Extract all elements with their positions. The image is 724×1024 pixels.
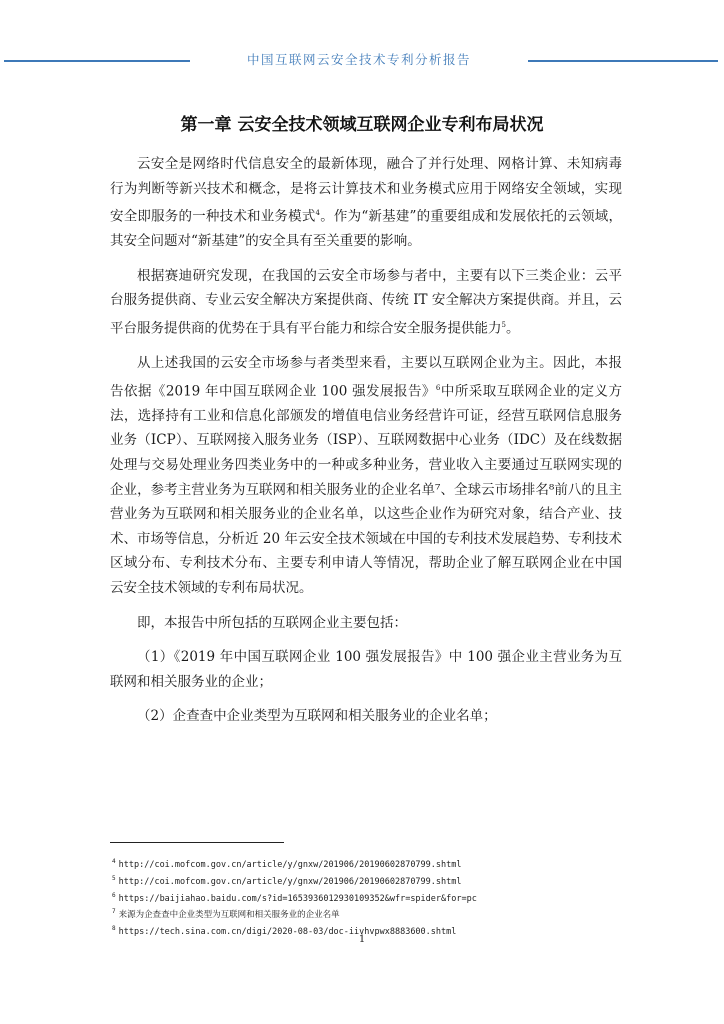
body-text [110, 152, 622, 739]
footnote-5: $^5$ http://coi.mofcom.gov.cn/article/y/gnxw/201906/20190602870799.shtml [112, 874, 462, 887]
header-title: 中国互联网云安全技术专利分析报告 [246, 52, 471, 67]
footnote-link[interactable]: http://coi.mofcom.gov.cn/article/y/gnxw/201906/20190602870799.shtml [118, 876, 462, 887]
paragraph-3: 从上述我国的云安全市场参与者类型来看，主要以互联网企业为主。因此，本报告依据《2019 年中国互联网企业 100 强发展报告》$^6$中所采取互联网企业的定义方法，选择持有工业和信息化部颁发的增值电信业务经营许可证，经营互联网信息服务业务（ICP）、互联网接入服务业务（ISP）、互联网数据中心业务（IDC）及在线数据处理与交易处理业务四类业务中的一种或多种业务，营业收入主要通过互联网实现的企业，参考主营业务为互联网和相关服务业的企业名单⁷、全球云市场排名⁸前八的且主营业务为互联网和相关服务业的企业名单，以这些企业作为研究对象，结合产业、技术、市场等信息，分析近 20 年云安全技术领域在中国的专利技术发展趋势、专利技术区域分布、专利技术分布、主要专利申请人等情况，帮助企业了解互联网企业在中国云安全技术领域的专利布局状况。 [110, 355, 623, 596]
page-header [0, 46, 724, 74]
paragraph-1: 云安全是网络时代信息安全的最新体现，融合了并行处理、网格计算、未知病毒行为判断等新兴技术和概念，是将云计算技术和业务模式应用于网络安全领域，实现安全即服务的一种技术和业务模式$^4$。作为“新基建”的重要组成和发展依托的云领域，其安全问题对“新基建”的安全具有至关重要的影响。 [110, 156, 622, 250]
footnote-link[interactable]: https://tech.sina.com.cn/digi/2020-08-03/doc-iivhvpwx8883600.shtml [118, 927, 457, 938]
footnote-separator [110, 842, 284, 843]
footnote-ref-5[interactable]: 5 [501, 321, 506, 330]
page-number: 1 [358, 934, 366, 945]
paragraph-6: （2）企查查中企业类型为互联网和相关服务业的企业名单； [137, 708, 497, 725]
footnote-6: $^6$ https://baijiahao.baidu.com/s?id=1653936012930109352&wfr=spider&for=pc [112, 891, 477, 904]
footnote-link[interactable]: https://baijiahao.baidu.com/s?id=1653936012930109352&wfr=spider&for=pc [118, 893, 477, 904]
chapter-title: 第一章 云安全技术领域互联网企业专利布局状况 [180, 115, 544, 135]
paragraph-5: （1）《2019 年中国互联网企业 100 强发展报告》中 100 强企业主营业务为互联网和相关服务业的企业； [110, 649, 622, 690]
footnote-link[interactable]: http://coi.mofcom.gov.cn/article/y/gnxw/201906/20190602870799.shtml [118, 859, 462, 870]
footnote-7: $^7$ 来源为企查查中企业类型为互联网和相关服务业的企业名单 [112, 908, 340, 921]
footnotes [112, 855, 632, 939]
footnote-ref-6[interactable]: 6 [435, 383, 441, 392]
header-rule-left [4, 60, 190, 62]
footnote-ref-4[interactable]: 4 [315, 209, 321, 218]
paragraph-4: 即，本报告中所包括的互联网企业主要包括： [137, 614, 407, 631]
footnote-8: $^8$ https://tech.sina.com.cn/digi/2020-08-03/doc-iivhvpwx8883600.shtml [112, 925, 457, 938]
footnote-text: 来源为企查查中企业类型为互联网和相关服务业的企业名单 [118, 910, 340, 921]
paragraph-2: 根据赛迪研究发现，在我国的云安全市场参与者中，主要有以下三类企业：云平台服务提供商、专业云安全解决方案提供商、传统 IT 安全解决方案提供商。并且，云平台服务提供商的优势在于具有平台能力和综合安全服务提供能力$^5$。 [110, 267, 622, 337]
footnote-4: $^4$ http://coi.mofcom.gov.cn/article/y/gnxw/201906/20190602870799.shtml [112, 858, 462, 870]
header-rule-right [528, 60, 718, 62]
